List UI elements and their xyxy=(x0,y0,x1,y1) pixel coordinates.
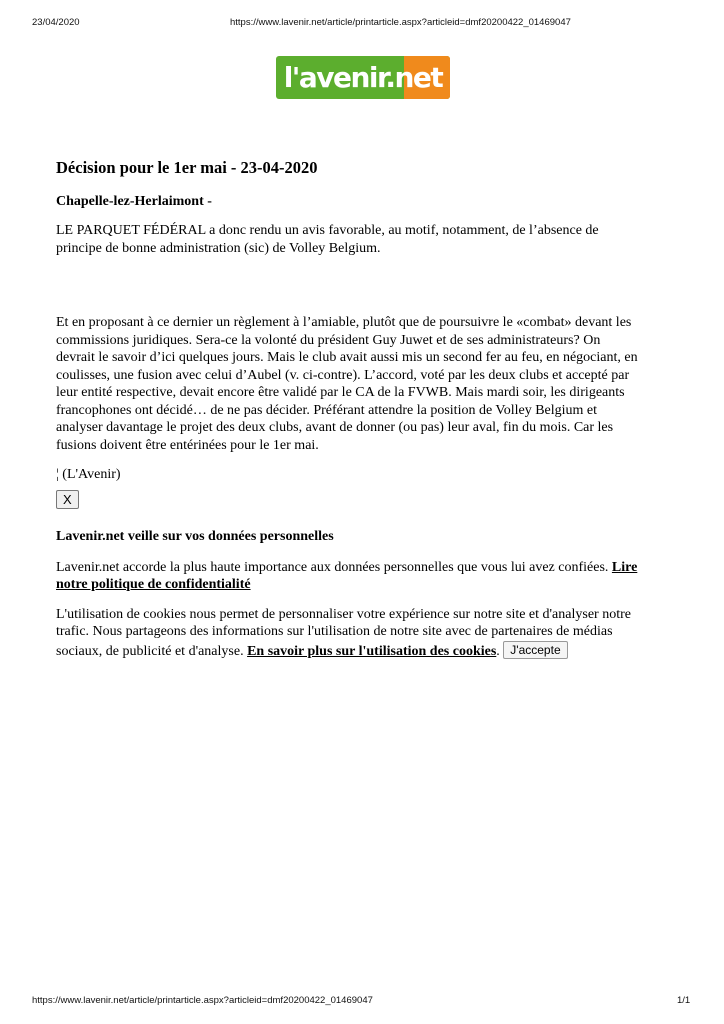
privacy-text-2-end: . xyxy=(496,643,500,659)
print-header-url: https://www.lavenir.net/article/printarticle.aspx?articleid=dmf20200422_01469047 xyxy=(230,17,571,28)
privacy-text-1 xyxy=(56,559,638,594)
article-content xyxy=(56,150,638,660)
lavenir-logo xyxy=(276,56,450,99)
article-source: ¦ (L'Avenir) xyxy=(56,467,121,482)
page-number: 1/1 xyxy=(677,995,691,1006)
print-date: 23/04/2020 xyxy=(32,17,80,28)
article-paragraph-1: LE PARQUET FÉDÉRAL a donc rendu un avis favorable, au motif, notamment, de l’absence de principe de bonne administration (sic) de Volley Belgium. xyxy=(56,223,599,256)
privacy-text-2-body: L'utilisation de cookies nous permet de personnaliser votre expérience sur notre site et d'analyser notre trafic. Nous partageons des informations sur l'utilisation de notre site avec de partenaires de médias sociaux, de publicité et d'analyse. xyxy=(56,606,631,659)
article-paragraph-2: Et en proposant à ce dernier un règlement à l’amiable, plutôt que de poursuivre le «combat» devant les commissions juridiques. Sera-ce la volonté du président Guy Juwet et de ses administrateurs? On devrait le savoir d’ici quelques jours. Mais le club avait aussi mis un second fer au feu, en négociant, en coulisses, une fusion avec celui d’Aubel (v. ci-contre). L’accord, voté par les deux clubs et accepté par leur entité respective, devait encore être validé par le CA de la FVWB. Mais mardi soir, les dirigeants francophones ont décidé… de ne pas décider. Préférant attendre la position de Volley Belgium et analyser davantage le projet des deux clubs, avant de donner (ou pas) leur aval, fin du mois. Car les fusions doivent être entérinées pour le 1er mai. xyxy=(56,315,638,453)
privacy-text-2 xyxy=(56,606,638,661)
privacy-policy-link[interactable]: Lire notre politique de confidentialité xyxy=(56,559,638,592)
print-footer-url: https://www.lavenir.net/article/printarticle.aspx?articleid=dmf20200422_01469047 xyxy=(32,995,373,1006)
cookies-info-link[interactable]: En savoir plus sur l'utilisation des cookies xyxy=(247,643,497,659)
privacy-text-1-body: Lavenir.net accorde la plus haute importance aux données personnelles que vous lui avez confiées. xyxy=(56,559,612,575)
accept-button[interactable]: J'accepte xyxy=(503,641,567,659)
article-location: Chapelle-lez-Herlaimont - xyxy=(56,194,212,209)
article-title: Décision pour le 1er mai - 23-04-2020 xyxy=(56,158,318,177)
privacy-heading: Lavenir.net veille sur vos données personnelles xyxy=(56,528,334,544)
close-button[interactable]: X xyxy=(56,490,79,509)
logo-text: l'avenir.net xyxy=(283,61,443,94)
